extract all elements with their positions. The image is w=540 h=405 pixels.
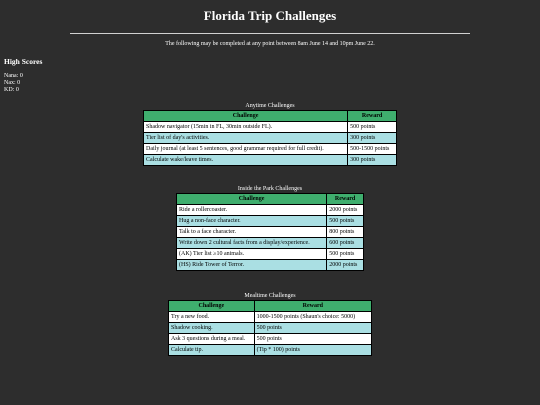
table-row bbox=[177, 260, 364, 271]
table-row bbox=[177, 227, 364, 238]
table-row bbox=[144, 122, 397, 133]
reward-cell: 300 points bbox=[348, 155, 397, 166]
park-section bbox=[176, 186, 364, 271]
reward-cell: 500 points bbox=[327, 249, 364, 260]
anytime-caption: Anytime Challenges bbox=[245, 103, 295, 109]
reward-cell: 500 points bbox=[254, 323, 371, 334]
column-header-challenge: Challenge bbox=[144, 111, 348, 122]
challenge-cell: Write down 2 cultural facts from a display/experience. bbox=[177, 238, 327, 249]
column-header-reward: Reward bbox=[348, 111, 397, 122]
meal-section bbox=[168, 293, 372, 356]
page-title: Florida Trip Challenges bbox=[203, 8, 337, 23]
meal-table bbox=[168, 300, 372, 356]
reward-cell: 500 points bbox=[327, 216, 364, 227]
challenge-cell: Talk to a face character. bbox=[177, 227, 327, 238]
challenge-cell: Calculate wake/leave times. bbox=[144, 155, 348, 166]
meal-caption: Mealtime Challenges bbox=[244, 293, 296, 299]
high-scores-list bbox=[4, 73, 23, 94]
table-row bbox=[169, 345, 372, 356]
reward-cell: 1000-1500 points (Shaun's choice: 5000) bbox=[254, 312, 371, 323]
table-row bbox=[144, 144, 397, 155]
park-caption: Inside the Park Challenges bbox=[237, 186, 303, 192]
score-nana: Nana: 0 bbox=[4, 73, 23, 79]
challenge-cell: Daily journal (at least 5 sentences, good grammar required for full credit). bbox=[144, 144, 348, 155]
challenge-cell: Calculate tip. bbox=[169, 345, 255, 356]
table-row bbox=[169, 323, 372, 334]
reward-cell: 300 points bbox=[348, 133, 397, 144]
challenge-cell: Ride a rollercoaster. bbox=[177, 205, 327, 216]
score-nax: Nax: 0 bbox=[4, 80, 21, 86]
challenge-cell: (AK) Tier list ≥10 animals. bbox=[177, 249, 327, 260]
challenge-cell: Shadow cooking. bbox=[169, 323, 255, 334]
column-header-challenge: Challenge bbox=[169, 301, 255, 312]
table-header-row bbox=[144, 111, 397, 122]
table-row bbox=[144, 133, 397, 144]
column-header-challenge: Challenge bbox=[177, 194, 327, 205]
challenge-cell: Hug a non-face character. bbox=[177, 216, 327, 227]
challenge-cell: (HS) Ride Tower of Terror. bbox=[177, 260, 327, 271]
reward-cell: 500-1500 points bbox=[348, 144, 397, 155]
high-scores-heading: High Scores bbox=[4, 57, 43, 66]
reward-cell: 600 points bbox=[327, 238, 364, 249]
table-row bbox=[177, 216, 364, 227]
score-kd: KD: 0 bbox=[4, 87, 19, 93]
challenge-cell: Shadow navigator (15min in FL, 30min outside FL). bbox=[144, 122, 348, 133]
challenge-cell: Try a new food. bbox=[169, 312, 255, 323]
reward-cell: (Tip * 100) points bbox=[254, 345, 371, 356]
reward-cell: 800 points bbox=[327, 227, 364, 238]
anytime-table bbox=[143, 110, 397, 166]
table-row bbox=[177, 238, 364, 249]
reward-cell: 2000 points bbox=[327, 260, 364, 271]
intro-text: The following may be completed at any point between 8am June 14 and 10pm June 22. bbox=[165, 41, 375, 47]
anytime-section bbox=[143, 103, 397, 166]
table-header-row bbox=[177, 194, 364, 205]
table-row bbox=[177, 205, 364, 216]
column-header-reward: Reward bbox=[254, 301, 371, 312]
column-header-reward: Reward bbox=[327, 194, 364, 205]
reward-cell: 2000 points bbox=[327, 205, 364, 216]
title-divider bbox=[70, 33, 470, 34]
table-row bbox=[144, 155, 397, 166]
reward-cell: 500 points bbox=[348, 122, 397, 133]
challenge-cell: Ask 3 questions during a meal. bbox=[169, 334, 255, 345]
challenge-cell: Tier list of day's activities. bbox=[144, 133, 348, 144]
park-table bbox=[176, 193, 364, 271]
table-row bbox=[177, 249, 364, 260]
reward-cell: 500 points bbox=[254, 334, 371, 345]
table-header-row bbox=[169, 301, 372, 312]
table-row bbox=[169, 334, 372, 345]
table-row bbox=[169, 312, 372, 323]
